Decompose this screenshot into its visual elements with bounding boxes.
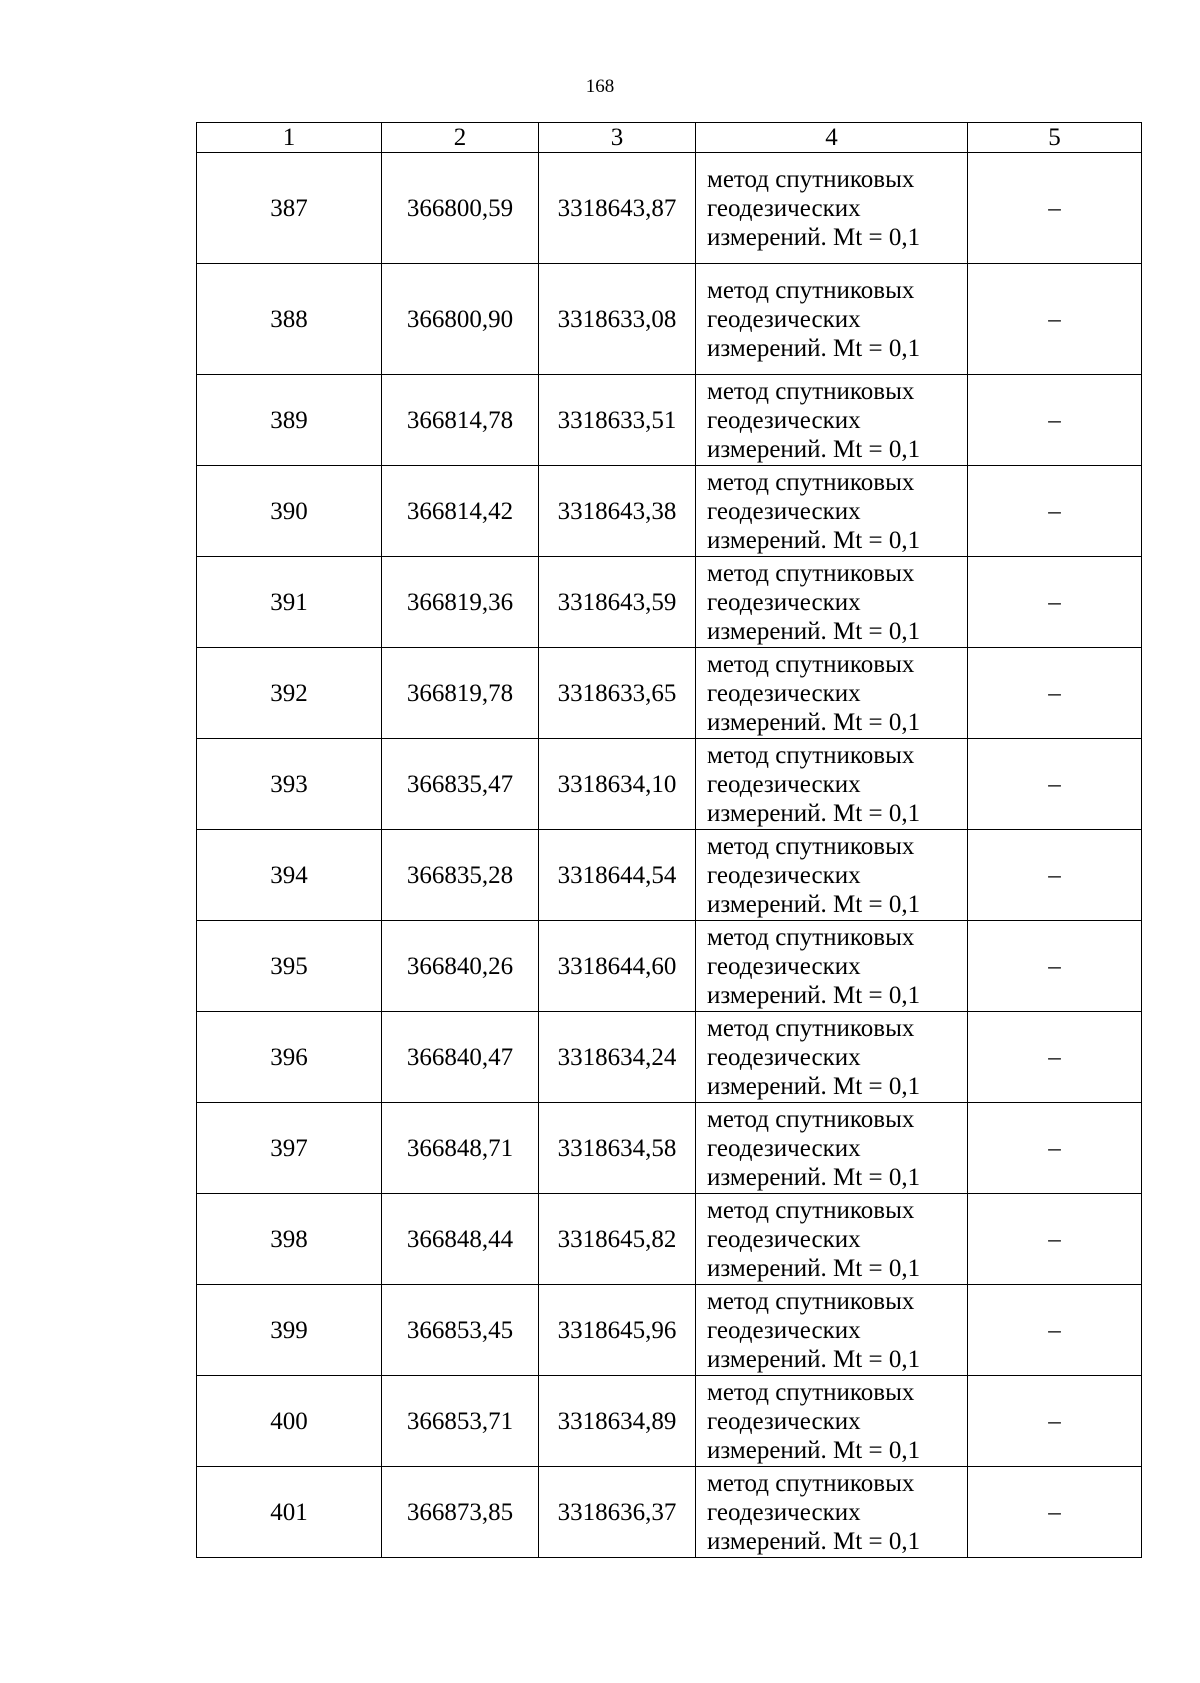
method-line: геодезических <box>707 588 861 616</box>
method-line: геодезических <box>707 861 861 889</box>
point-number-cell: 391 <box>197 557 382 648</box>
column-5-cell: – <box>968 375 1142 466</box>
column-5-cell: – <box>968 1194 1142 1285</box>
column-header-3: 3 <box>539 123 696 153</box>
column-5-cell: – <box>968 648 1142 739</box>
column-5-cell: – <box>968 830 1142 921</box>
y-coordinate-cell: 3318643,87 <box>539 153 696 264</box>
point-number-cell: 398 <box>197 1194 382 1285</box>
table-row <box>197 466 1142 557</box>
method-cell <box>696 1103 968 1194</box>
table-row <box>197 1467 1142 1558</box>
table-row <box>197 1285 1142 1376</box>
method-cell <box>696 1194 968 1285</box>
table-row <box>197 830 1142 921</box>
method-cell <box>696 1376 968 1467</box>
method-cell <box>696 1285 968 1376</box>
point-number-cell: 401 <box>197 1467 382 1558</box>
y-coordinate-cell: 3318633,65 <box>539 648 696 739</box>
x-coordinate-cell: 366800,59 <box>382 153 539 264</box>
y-coordinate-cell: 3318644,60 <box>539 921 696 1012</box>
method-line: измерений. Mt = 0,1 <box>707 223 921 251</box>
method-line: метод спутниковых <box>707 1378 915 1406</box>
point-number-cell: 388 <box>197 264 382 375</box>
point-number-cell: 390 <box>197 466 382 557</box>
method-line: измерений. Mt = 0,1 <box>707 1163 921 1191</box>
column-5-cell: – <box>968 1376 1142 1467</box>
column-header-5: 5 <box>968 123 1142 153</box>
point-number-cell: 392 <box>197 648 382 739</box>
point-number-cell: 394 <box>197 830 382 921</box>
method-line: метод спутниковых <box>707 468 915 496</box>
method-line: измерений. Mt = 0,1 <box>707 526 921 554</box>
y-coordinate-cell: 3318645,82 <box>539 1194 696 1285</box>
method-line: метод спутниковых <box>707 1287 915 1315</box>
method-line: геодезических <box>707 406 861 434</box>
method-line: геодезических <box>707 1134 861 1162</box>
x-coordinate-cell: 366819,78 <box>382 648 539 739</box>
table-row <box>197 1012 1142 1103</box>
method-line: геодезических <box>707 194 861 222</box>
method-line: метод спутниковых <box>707 1014 915 1042</box>
method-cell <box>696 1012 968 1103</box>
method-line: геодезических <box>707 1043 861 1071</box>
x-coordinate-cell: 366814,78 <box>382 375 539 466</box>
point-number-cell: 389 <box>197 375 382 466</box>
x-coordinate-cell: 366853,45 <box>382 1285 539 1376</box>
method-line: геодезических <box>707 1498 861 1526</box>
table-body <box>197 153 1142 1558</box>
point-number-cell: 395 <box>197 921 382 1012</box>
method-line: метод спутниковых <box>707 923 915 951</box>
method-line: геодезических <box>707 952 861 980</box>
column-header-1: 1 <box>197 123 382 153</box>
y-coordinate-cell: 3318633,51 <box>539 375 696 466</box>
y-coordinate-cell: 3318644,54 <box>539 830 696 921</box>
table-row <box>197 921 1142 1012</box>
y-coordinate-cell: 3318643,38 <box>539 466 696 557</box>
y-coordinate-cell: 3318643,59 <box>539 557 696 648</box>
point-number-cell: 399 <box>197 1285 382 1376</box>
method-line: геодезических <box>707 1316 861 1344</box>
column-5-cell: – <box>968 466 1142 557</box>
method-line: измерений. Mt = 0,1 <box>707 1254 921 1282</box>
column-5-cell: – <box>968 1285 1142 1376</box>
column-5-cell: – <box>968 921 1142 1012</box>
method-line: геодезических <box>707 497 861 525</box>
x-coordinate-cell: 366800,90 <box>382 264 539 375</box>
method-line: измерений. Mt = 0,1 <box>707 334 921 362</box>
method-line: метод спутниковых <box>707 165 915 193</box>
y-coordinate-cell: 3318636,37 <box>539 1467 696 1558</box>
x-coordinate-cell: 366853,71 <box>382 1376 539 1467</box>
table-row <box>197 1194 1142 1285</box>
method-cell <box>696 557 968 648</box>
method-cell <box>696 830 968 921</box>
method-line: метод спутниковых <box>707 559 915 587</box>
method-line: геодезических <box>707 305 861 333</box>
method-line: геодезических <box>707 1407 861 1435</box>
coordinates-table <box>196 122 1142 1558</box>
method-line: измерений. Mt = 0,1 <box>707 708 921 736</box>
method-line: геодезических <box>707 679 861 707</box>
method-line: измерений. Mt = 0,1 <box>707 1345 921 1373</box>
x-coordinate-cell: 366835,28 <box>382 830 539 921</box>
method-line: измерений. Mt = 0,1 <box>707 1436 921 1464</box>
method-line: измерений. Mt = 0,1 <box>707 617 921 645</box>
method-line: метод спутниковых <box>707 276 915 304</box>
table-row <box>197 1376 1142 1467</box>
column-5-cell: – <box>968 1012 1142 1103</box>
x-coordinate-cell: 366873,85 <box>382 1467 539 1558</box>
method-line: метод спутниковых <box>707 1105 915 1133</box>
method-cell <box>696 648 968 739</box>
method-line: метод спутниковых <box>707 1196 915 1224</box>
method-line: измерений. Mt = 0,1 <box>707 981 921 1009</box>
table-row <box>197 153 1142 264</box>
column-5-cell: – <box>968 1467 1142 1558</box>
y-coordinate-cell: 3318634,24 <box>539 1012 696 1103</box>
table-row <box>197 375 1142 466</box>
table-row <box>197 739 1142 830</box>
column-5-cell: – <box>968 739 1142 830</box>
x-coordinate-cell: 366814,42 <box>382 466 539 557</box>
column-header-2: 2 <box>382 123 539 153</box>
method-cell <box>696 739 968 830</box>
method-line: метод спутниковых <box>707 377 915 405</box>
table-row <box>197 1103 1142 1194</box>
table-row <box>197 648 1142 739</box>
table-header <box>197 123 1142 153</box>
x-coordinate-cell: 366819,36 <box>382 557 539 648</box>
method-line: геодезических <box>707 1225 861 1253</box>
table-row <box>197 264 1142 375</box>
y-coordinate-cell: 3318645,96 <box>539 1285 696 1376</box>
method-line: геодезических <box>707 770 861 798</box>
x-coordinate-cell: 366840,26 <box>382 921 539 1012</box>
method-cell <box>696 1467 968 1558</box>
point-number-cell: 387 <box>197 153 382 264</box>
method-line: измерений. Mt = 0,1 <box>707 890 921 918</box>
point-number-cell: 397 <box>197 1103 382 1194</box>
method-line: метод спутниковых <box>707 832 915 860</box>
column-5-cell: – <box>968 1103 1142 1194</box>
point-number-cell: 400 <box>197 1376 382 1467</box>
column-5-cell: – <box>968 557 1142 648</box>
y-coordinate-cell: 3318634,89 <box>539 1376 696 1467</box>
column-5-cell: – <box>968 153 1142 264</box>
y-coordinate-cell: 3318634,58 <box>539 1103 696 1194</box>
x-coordinate-cell: 366848,71 <box>382 1103 539 1194</box>
column-5-cell: – <box>968 264 1142 375</box>
column-header-4: 4 <box>696 123 968 153</box>
method-line: измерений. Mt = 0,1 <box>707 435 921 463</box>
method-line: метод спутниковых <box>707 1469 915 1497</box>
method-cell <box>696 153 968 264</box>
method-line: метод спутниковых <box>707 741 915 769</box>
y-coordinate-cell: 3318633,08 <box>539 264 696 375</box>
point-number-cell: 393 <box>197 739 382 830</box>
method-cell <box>696 921 968 1012</box>
method-line: метод спутниковых <box>707 650 915 678</box>
method-line: измерений. Mt = 0,1 <box>707 1527 921 1555</box>
method-cell <box>696 264 968 375</box>
x-coordinate-cell: 366840,47 <box>382 1012 539 1103</box>
x-coordinate-cell: 366835,47 <box>382 739 539 830</box>
page-number: 168 <box>585 76 615 97</box>
y-coordinate-cell: 3318634,10 <box>539 739 696 830</box>
point-number-cell: 396 <box>197 1012 382 1103</box>
method-cell <box>696 466 968 557</box>
table-header-row <box>197 123 1142 153</box>
table-row <box>197 557 1142 648</box>
method-line: измерений. Mt = 0,1 <box>707 799 921 827</box>
method-cell <box>696 375 968 466</box>
x-coordinate-cell: 366848,44 <box>382 1194 539 1285</box>
method-line: измерений. Mt = 0,1 <box>707 1072 921 1100</box>
